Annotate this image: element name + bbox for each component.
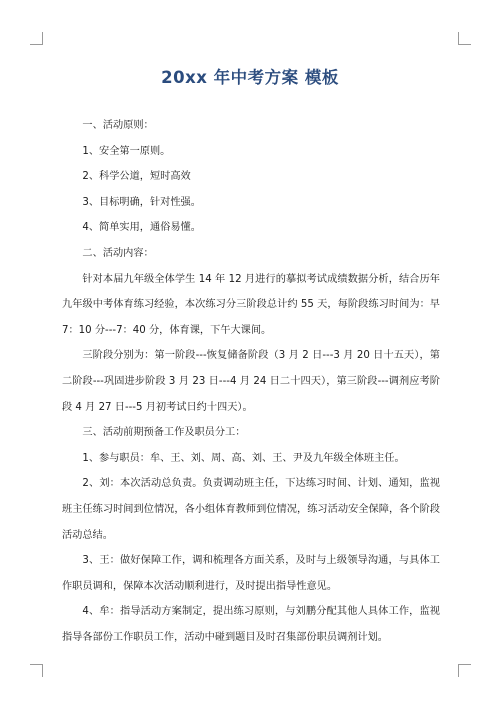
list-item: 1、参与职员：牟、王、刘、周、高、刘、王、尹及九年级全体班主任。	[82, 452, 405, 464]
list-item: 4、牟：指导活动方案制定，提出练习原则，与刘鹏分配其他人具体工作，监视指导各部份工作职员工作，活动中碰到题目及时召集部份职员调剂计划。	[62, 606, 440, 643]
crop-mark-top-right	[458, 32, 471, 45]
list-item: 2、刘：本次活动总负责。负责调动班主任，下达练习时间、计划、通知，监视班主任练习时间到位情况，各小组体育教师到位情况，练习活动安全保障，各个阶段活动总结。	[62, 478, 440, 541]
list-item: 3、王：做好保障工作，调和梳理各方面关系，及时与上级领导沟通，与具体工作职员调和，保障本次活动顺利进行，及时提出指导性意见。	[62, 555, 440, 592]
body-paragraph: 三阶段分别为：第一阶段---恢复储备阶段（3 月 2 日---3 月 20 日十五天），第二阶段---巩固进步阶段 3 月 23 日---4 月 24 日二十四天），第三阶段---调剂应考阶段 4 月 27 日---5 月初考试日约十四天）。	[62, 350, 440, 413]
list-item: 2、科学公道，短时高效	[82, 171, 191, 183]
list-item: 3、目标明确，针对性强。	[82, 196, 201, 208]
section-heading-principles: 一、活动原则：	[82, 120, 154, 131]
crop-mark-bottom-left	[30, 664, 43, 677]
section-heading-content: 二、活动内容：	[82, 247, 154, 259]
document-title: 20xx 年中考方案 模板	[161, 68, 339, 87]
body-paragraph: 针对本届九年级全体学生 14 年 12 月进行的摹拟考试成绩数据分析，结合历年九年级中考体育练习经验，本次练习分三阶段总计约 55 天，每阶段练习时间为：早 7：10 分---7：40 分，体育课，下午大课间。	[62, 273, 440, 336]
document-body	[62, 113, 440, 650]
crop-mark-top-left	[30, 32, 43, 45]
list-item: 1、安全第一原则。	[82, 145, 171, 157]
list-item: 4、简单实用，通俗易懂。	[82, 222, 201, 234]
section-heading-preparation: 三、活动前期预备工作及职员分工：	[82, 427, 246, 439]
crop-mark-bottom-right	[458, 664, 471, 677]
